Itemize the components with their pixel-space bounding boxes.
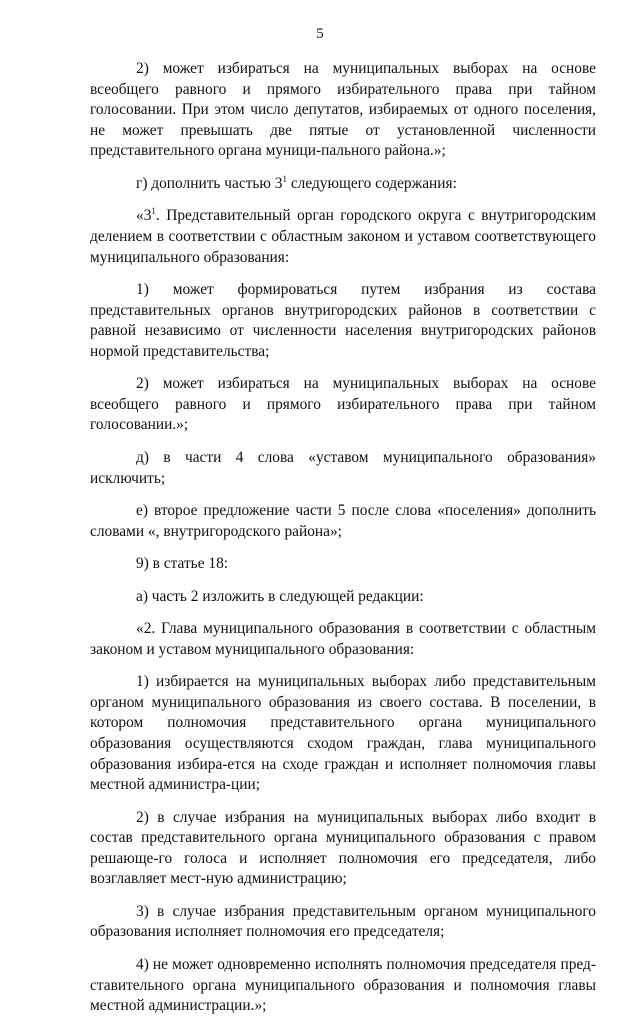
superscript: 1 [151,206,156,217]
document-body [90,59,596,1029]
paragraph: 2) может избираться на муниципальных выборах на основе всеобщего равного и прямого избирательного права при тайном голосовании. При этом число депутатов, избираемых от одного поселения, не может превышать две пятые от установленной численности представительного органа муници-пального района.»; [90,60,596,160]
paragraph: 1) избирается на муниципальных выборах либо представительным органом муниципального образования из своего состава. В поселении, в котором полномочия представительного органа муниципального образования осуществляются сходом граждан, глава муниципального образования избира-ется на сходе граждан и исполняет полномочия главы местной администра-ции; [90,673,596,794]
paragraph: 1) может формироваться путем избрания из состава представительных органов внутригородских районов в соответствии с равной независимо от численности населения внутригородских районов нормой представительства; [90,281,596,360]
paragraph: 9) в статье 18: [136,555,229,573]
paragraph-text: следующего содержания: [286,174,457,192]
paragraph: «2. Глава муниципального образования в соответствии с областным законом и уставом муниципального образования: [90,620,596,658]
paragraph-text: «3 [136,207,152,225]
superscript: 1 [282,173,287,184]
paragraph: д) в части 4 слова «уставом муниципального образования» исключить; [90,448,596,487]
paragraph: 3) в случае избрания представительным органом муниципального образования исполняет полномочия его председателя; [90,902,596,941]
paragraph: 2) в случае избрания на муниципальных выборах либо входит в состав представительного органа муниципального образования с правом решающе-го голоса и исполняет полномочия его председателя, либо возглавляет мест-ную администрацию; [90,808,596,888]
paragraph: 4) не может одновременно исполнять полномочия председателя пред-ставительного органа муниципального образования и полномочия главы местной администрации.»; [90,955,596,1015]
paragraph: е) второе предложение части 5 после слова «поселения» дополнить словами «, внутригородского района»; [90,502,596,540]
paragraph-text: . Представительный орган городского округа с внутригородским делением в соответствии с областным законом и уставом соответствующего муниципального образования: [90,207,596,266]
paragraph: 2) может избираться на муниципальных выборах на основе всеобщего равного и прямого избирательного права при тайном голосовании.»; [90,375,596,434]
paragraph-text: г) дополнить частью 3 [136,174,283,192]
paragraph: а) часть 2 изложить в следующей редакции: [136,587,424,605]
paragraph [90,174,596,195]
page-number: 5 [316,26,324,42]
paragraph [90,206,596,268]
